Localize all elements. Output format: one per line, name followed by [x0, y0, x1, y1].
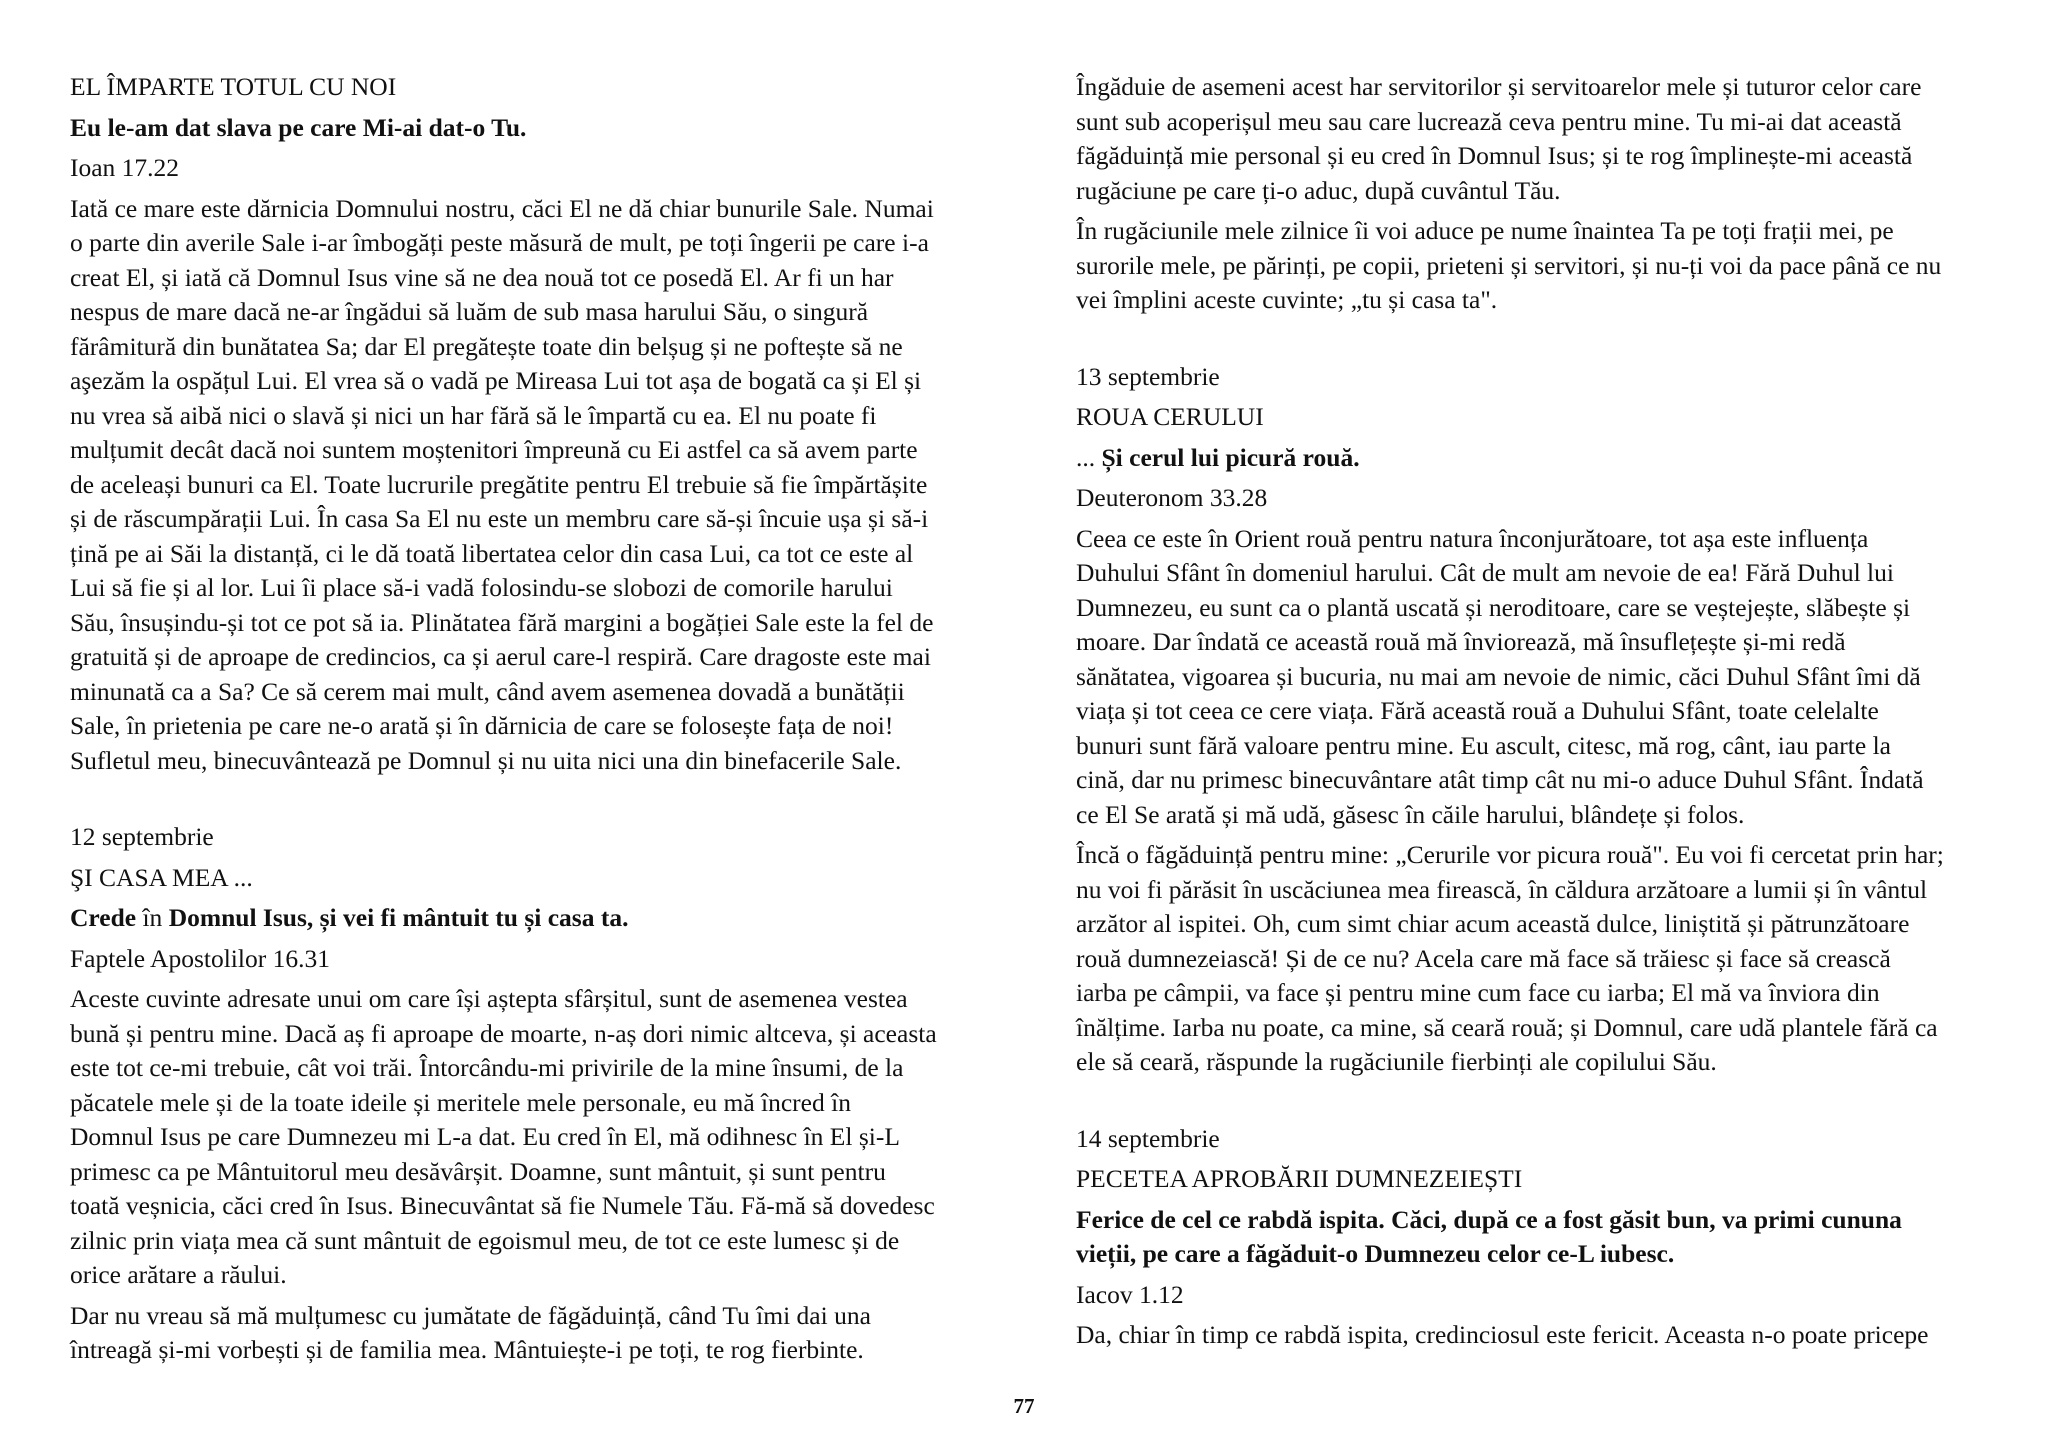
body-paragraph: Ceea ce este în Orient rouă pentru natura înconjurătoare, tot așa este influența Duhului Sfânt în domeniul harului. Cât de mult am nevoie de ea! Fără Duhul lui Dumnezeu, eu sunt ca o plantă uscată și neroditoare, care se veștejește, slăbește și moare. Dar îndată ce această rouă mă înviorează, mă însuflețește și-mi redă sănătatea, vigoarea și bucuria, nu mai am nevoie de nimic, căci Duhul Sfânt îmi dă viața și tot ceea ce cere viața. Fără această rouă a Duhului Sfânt, toate celelalte bunuri sunt fără valoare pentru mine. Eu ascult, citesc, mă rog, cânt, iau parte la cină, dar nu primesc binecuvântare atât timp cât nu mi-o aduce Duhul Sfânt. Îndată ce El Se arată și mă udă, găsesc în căile harului, blândețe și folos. [1076, 523, 1924, 829]
left-column [70, 70, 990, 1374]
verse-quote: Eu le-am dat slava pe care Mi-ai dat-o Tu. [70, 112, 527, 142]
entry-date: 14 septembrie [1076, 1123, 1220, 1153]
body-paragraph: Îngăduie de asemeni acest har servitorilor și servitoarelor mele și tuturor celor care sunt sub acoperișul meu sau care lucrează ceva pentru mine. Tu mi-ai dat această făgăduință mie personal și eu cred în Domnul Isus; și te rog împlinește-mi această rugăciune pe care ți-o aduc, după cuvântul Tău. [1076, 72, 1922, 205]
body-paragraph: Da, chiar în timp ce rabdă ispita, credinciosul este fericit. Aceasta n-o poate pricepe [1076, 1320, 1929, 1349]
entry-date: 13 septembrie [1076, 361, 1220, 391]
entry-title: PECETEA APROBĂRII DUMNEZEIEȘTI [1076, 1164, 1523, 1193]
body-paragraph: În rugăciunile mele zilnice îi voi aduce pe nume înaintea Ta pe toți frații mei, pe surorile mele, pe părinți, pe copii, prieteni și servitori, și nu-ți voi da pace până ce nu vei împlini aceste cuvinte; „tu și casa ta". [1076, 216, 1942, 314]
entry-title: ROUA CERULUI [1076, 402, 1264, 431]
body-paragraph: Dar nu vreau să mă mulțumesc cu jumătate de făgăduință, când Tu îmi dai una întreagă și-mi vorbești și de familia mea. Mântuiește-i pe toți, te rog fierbinte. [70, 1300, 871, 1364]
verse-quote [70, 901, 990, 936]
verse-part: în [142, 903, 163, 932]
entry-date: 12 septembrie [70, 822, 214, 851]
verse-quote [1076, 441, 1996, 476]
verse-reference: Ioan 17.22 [70, 153, 180, 182]
body-paragraph: Iată ce mare este dărnicia Domnului nostru, căci El ne dă chiar bunurile Sale. Numai o parte din averile Sale i-ar îmbogăți peste măsură de mult, pe toți îngerii pe care i-a creat El, și iată că Domnul Isus vine să ne dea nouă tot ce posedă El. Ar fi un har nespus de mare dacă ne-ar îngădui să luăm de sub masa harului Său, o singură fărâmitură din bunătatea Sa; dar El pregătește toate din belșug și ne poftește să ne aşezăm la ospățul Lui. El vrea să o vadă pe Mireasa Lui tot așa de bogată ca și El și nu vrea să aibă nici o slavă și nici un har fără să le împartă cu ea. El nu poate fi mulțumit decât dacă noi suntem moștenitori împreună cu Ei astfel ca să avem parte de aceleași bunuri ca El. Toate lucrurile pregătite pentru El trebuie să fie împărtășite și de răscumpărații Lui. În casa Sa El nu este un membru care să-și încuie ușa și să-i țină pe ai Săi la distanță, ci le dă toată libertatea celor din casa Lui, ca tot ce este al Lui să fie și al lor. Lui îi place să-i vadă folosindu-se slobozi de comorile harului Său, însușindu-și tot ce pot să ia. Plinătatea fără margini a bogăției Sale este la fel de gratuită și de aproape de credincios, ca și aerul care-l respiră. Care dragoste este mai minunată ca a Sa? Ce să cerem mai mult, când avem asemenea dovadă a bunătății Sale, în prietenia pe care ne-o arată și în dărnicia de care se folosește fața de noi! Sufletul meu, binecuvântează pe Domnul și nu uita nici una din binefacerile Sale. [70, 193, 934, 775]
body-paragraph: Aceste cuvinte adresate unui om care își aștepta sfârșitul, sunt de asemenea vestea bună și pentru mine. Dacă aș fi aproape de moarte, n-aș dori nimic altceva, și aceasta este tot ce-mi trebuie, cât voi trăi. Întorcându-mi privirile de la mine însumi, de la păcatele mele și de la toate ideile și meritele mele personale, eu mă încred în Domnul Isus pe care Dumnezeu mi L-a dat. Eu cred în El, mă odihnesc în El și-L primesc ca pe Mântuitorul meu desăvârșit. Doamne, sunt mântuit, și sunt pentru toată veșnicia, căci cred în Isus. Binecuvântat să fie Numele Tău. Fă-mă să dovedesc zilnic prin viața mea că sunt mântuit de egoismul meu, de tot ce este lumesc și de orice arătare a răului. [70, 984, 937, 1289]
verse-reference: Deuteronom 33.28 [1076, 483, 1268, 512]
verse-text: Și cerul lui picură rouă. [1101, 442, 1360, 472]
entry-separator [1076, 1086, 1996, 1122]
verse-prefix: ... [1076, 442, 1102, 472]
entry-title: ŞI CASA MEA ... [70, 862, 253, 892]
entry-title: EL ÎMPARTE TOTUL CU NOI [70, 72, 397, 101]
verse-part: Crede [70, 903, 143, 932]
right-column [1076, 70, 1996, 1359]
body-paragraph: Încă o făgăduință pentru mine: „Cerurile vor picura rouă". Eu voi fi cercetat prin har; nu voi fi părăsit în uscăciunea mea firească, în căldura arzătoare a lumii și în vântul arzător al ispitei. Oh, cum simt chiar acum această dulce, liniștită și pătrunzătoare rouă dumnezeiască! Și de ce nu? Acela care mă face să trăiesc și face să crească iarba pe câmpii, va face și pentru mine cum face cu iarba; El mă va înviora din înălțime. Iarba nu poate, ca mine, să ceară rouă; și Domnul, care udă plantele fără ca ele să ceară, răspunde la rugăciunile fierbinți ale copilului Său. [1076, 840, 1944, 1076]
verse-quote: Ferice de cel ce rabdă ispita. Căci, după ce a fost găsit bun, va primi cununa vieții, pe care a făgăduit-o Dumnezeu celor ce-L iubesc. [1076, 1204, 1902, 1268]
page-number: 77 [1013, 1394, 1035, 1418]
verse-reference: Iacov 1.12 [1076, 1279, 1184, 1309]
entry-separator [1076, 324, 1996, 360]
verse-reference: Faptele Apostolilor 16.31 [70, 943, 330, 973]
entry-separator [70, 784, 990, 820]
verse-part: Domnul Isus, și vei fi mântuit tu și casa ta. [162, 903, 629, 932]
